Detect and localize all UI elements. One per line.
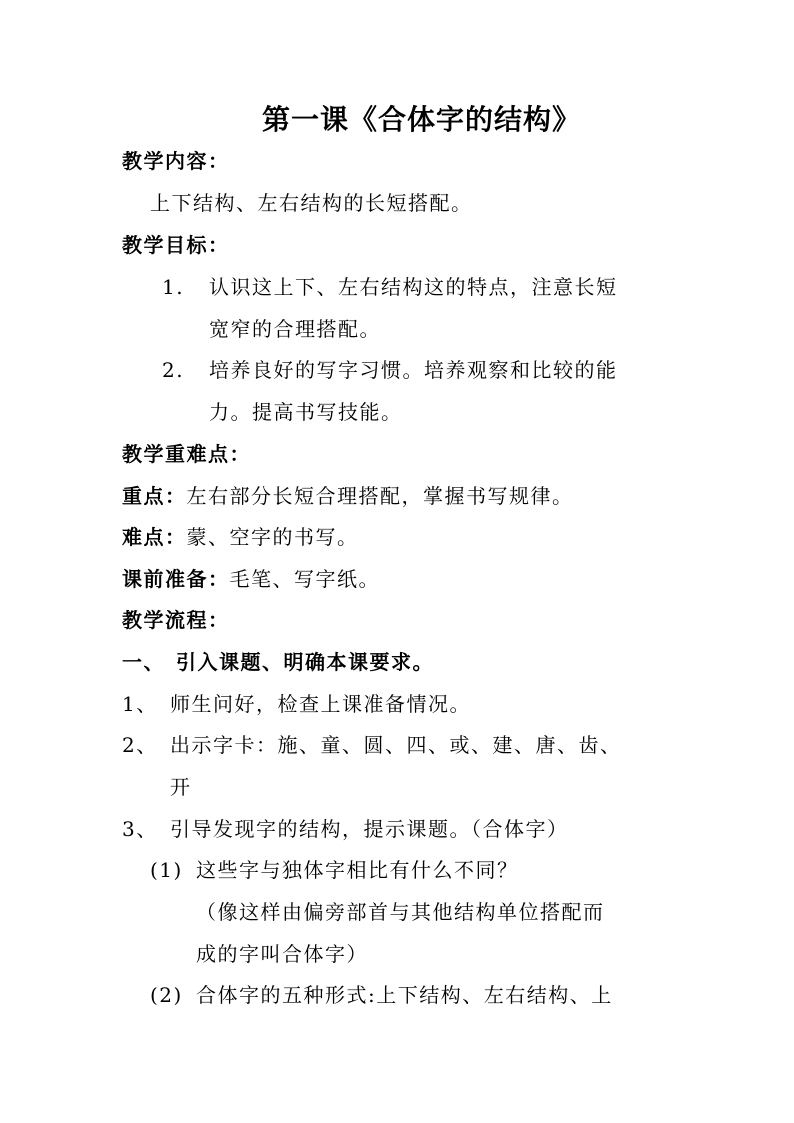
goal-1-number: 1. xyxy=(162,275,185,299)
goal-2-line2: 力。提高书写技能。 xyxy=(209,400,403,424)
sub-item-1-note-line2: 成的字叫合体字） xyxy=(196,942,368,966)
step-1-text: 师生问好，检查上课准备情况。 xyxy=(170,692,471,716)
sub-item-2-text: 合体字的五种形式:上下结构、左右结构、上 xyxy=(196,983,613,1007)
sub-item-1-text: 这些字与独体字相比有什么不同？ xyxy=(196,858,519,882)
difficult-point-line xyxy=(122,523,359,551)
goal-1-line2: 宽窄的合理搭配。 xyxy=(209,317,381,341)
key-point-label: 重点： xyxy=(122,484,187,508)
step-2-line1: 出示字卡：施、童、圆、四、或、建、唐、齿、 xyxy=(170,733,622,757)
goal-2-number: 2. xyxy=(162,358,185,382)
goals-heading: 教学目标： xyxy=(122,233,230,257)
key-point-line xyxy=(122,482,574,510)
preparation-text: 毛笔、写字纸。 xyxy=(229,567,380,591)
preparation-label: 课前准备： xyxy=(122,567,230,591)
section-1-text: 引入课题、明确本课要求。 xyxy=(176,650,434,674)
sub-item-1-number: (1) xyxy=(150,858,183,882)
step-3-number: 3、 xyxy=(122,817,158,841)
step-2-number: 2、 xyxy=(122,733,158,757)
preparation-line xyxy=(122,565,380,593)
content-text: 上下结构、左右结构的长短搭配。 xyxy=(150,191,473,215)
difficult-point-text: 蒙、空字的书写。 xyxy=(186,525,359,549)
step-1-number: 1、 xyxy=(122,692,158,716)
difficult-point-label: 难点： xyxy=(122,525,187,549)
key-point-text: 左右部分长短合理搭配，掌握书写规律。 xyxy=(186,484,574,508)
page-title: 第一课《合体字的结构》 xyxy=(262,103,582,136)
sub-item-1-note-line1: （像这样由偏旁部首与其他结构单位搭配而 xyxy=(196,900,605,924)
key-points-heading: 教学重难点： xyxy=(122,442,251,466)
step-3-text: 引导发现字的结构，提示课题。（合体字） xyxy=(170,817,569,841)
sub-item-2-number: (2) xyxy=(150,983,183,1007)
goal-2-line1: 培养良好的写字习惯。培养观察和比较的能 xyxy=(209,358,618,382)
section-1-number: 一、 xyxy=(122,650,165,674)
step-2-line2: 开 xyxy=(170,775,192,799)
process-heading: 教学流程： xyxy=(122,608,230,632)
content-heading: 教学内容： xyxy=(122,149,230,173)
goal-1-line1: 认识这上下、左右结构这的特点，注意长短 xyxy=(209,275,618,299)
